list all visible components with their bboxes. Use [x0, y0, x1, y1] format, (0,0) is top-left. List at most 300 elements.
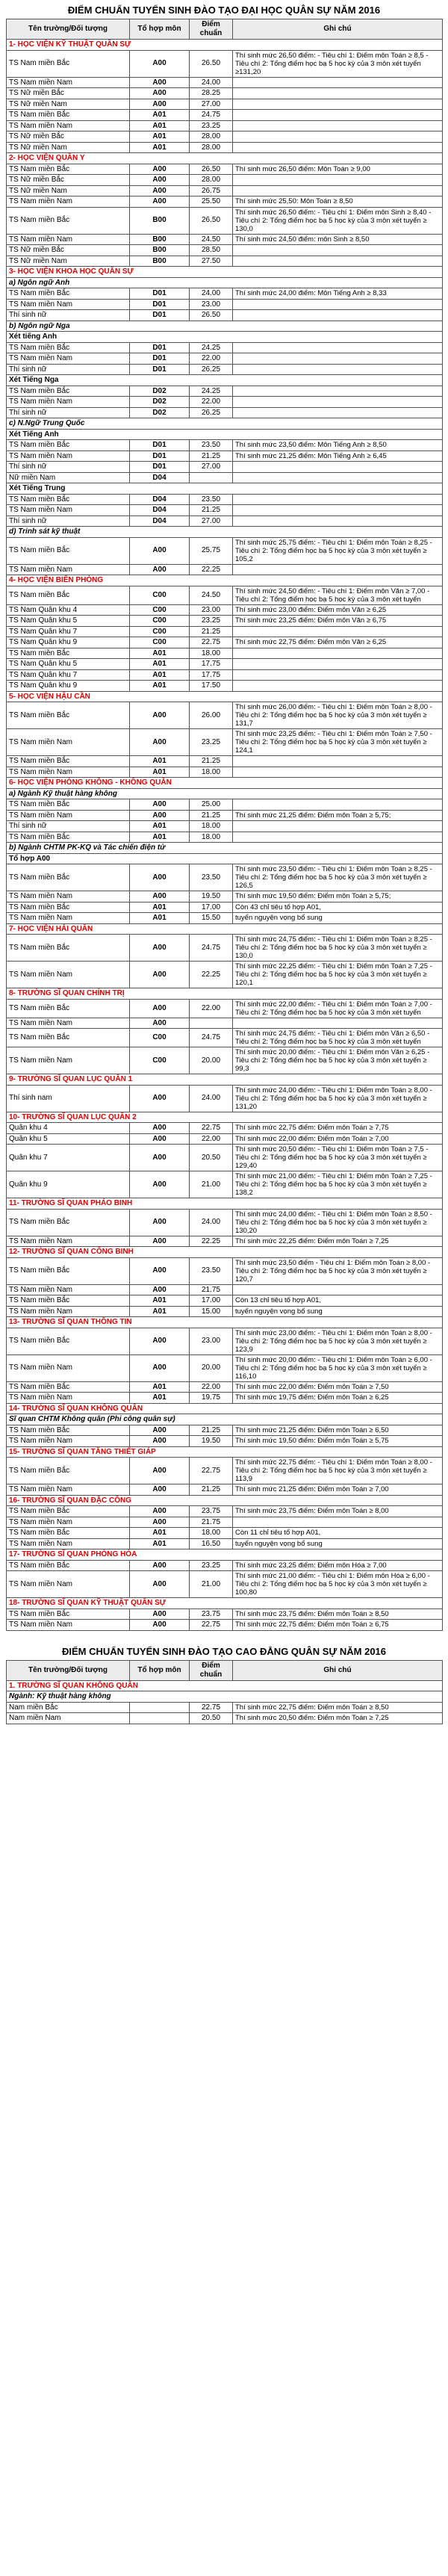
target-cell: TS Nam Quân khu 4	[7, 604, 130, 616]
table-row	[7, 505, 443, 516]
table-row	[7, 120, 443, 131]
table-row	[7, 1257, 443, 1284]
target-cell: TS Nam miền Bắc	[7, 207, 130, 234]
combo-cell: D01	[130, 288, 190, 300]
table-row	[7, 1085, 443, 1112]
target-cell: Thí sinh nữ	[7, 462, 130, 473]
target-cell: TS Nữ miền Nam	[7, 142, 130, 153]
note-cell	[233, 681, 443, 692]
subsection-heading-row	[7, 321, 443, 332]
table-row	[7, 142, 443, 153]
note-cell	[233, 669, 443, 681]
table-row	[7, 637, 443, 648]
combo-cell: A00	[130, 1425, 190, 1436]
combo-cell: A00	[130, 1284, 190, 1295]
note-cell	[233, 88, 443, 99]
target-cell: TS Nam miền Bắc	[7, 1209, 130, 1236]
note-cell: Thí sinh mức 21,00 điểm: - Tiêu chí 1: Điểm môn Toán ≥ 7,25 - Tiêu chí 2: Tổng điểm học bạ 5 học kỳ của 3 môn xét tuyển ≥ 138,2	[233, 1171, 443, 1198]
target-cell: Thí sinh nam	[7, 1085, 130, 1112]
score-cell: 22.75	[190, 1702, 233, 1713]
note-cell: Thí sinh mức 24,75 điểm: - Tiêu chí 1: Điểm môn Toán ≥ 8,25 - Tiêu chí 2: Tổng điểm học bạ 5 học kỳ của 3 môn xét tuyển ≥ 130,0	[233, 935, 443, 962]
score-cell: 23.75	[190, 1506, 233, 1517]
score-cell: 23.00	[190, 299, 233, 310]
combo-cell: D01	[130, 310, 190, 321]
section-heading: 8- TRƯỜNG SĨ QUAN CHÍNH TRỊ	[7, 988, 443, 1000]
score-cell: 26.50	[190, 310, 233, 321]
note-cell: Thí sinh mức 22,75 điểm: - Tiêu chí 1: Điểm môn Toán ≥ 8,00 - Tiêu chí 2: Tổng điểm học bạ 5 học kỳ của 3 môn xét tuyển ≥ 113,9	[233, 1458, 443, 1484]
target-cell: Nam miền Nam	[7, 1713, 130, 1724]
table-row	[7, 175, 443, 186]
section-heading: 1. TRƯỜNG SĨ QUAN KHÔNG QUÂN	[7, 1680, 443, 1691]
note-cell: Thí sinh mức 22,00 điểm: - Tiêu chí 1: Điểm môn Toán ≥ 7,00 - Tiêu chí 2: Tổng điểm học bạ 5 học kỳ của 3 môn xét tuyển	[233, 999, 443, 1018]
table-row	[7, 537, 443, 564]
note-cell	[233, 299, 443, 310]
note-cell	[233, 120, 443, 131]
section-heading: 4- HỌC VIỆN BIÊN PHÒNG	[7, 575, 443, 586]
combo-cell: A00	[130, 1354, 190, 1381]
score-cell: 21.25	[190, 810, 233, 821]
score-cell: 22.25	[190, 1236, 233, 1247]
combo-cell: D04	[130, 515, 190, 527]
target-cell: TS Nữ miền Nam	[7, 256, 130, 267]
target-cell: TS Nữ miền Bắc	[7, 88, 130, 99]
score-cell: 23.25	[190, 120, 233, 131]
score-cell: 25.50	[190, 196, 233, 208]
note-cell	[233, 821, 443, 832]
target-cell: TS Nam miền Bắc	[7, 440, 130, 451]
note-cell: Thí sinh mức 23,25 điểm: Điểm môn Hóa ≥ 7,00	[233, 1560, 443, 1571]
combo-cell: A00	[130, 799, 190, 811]
section-heading-row	[7, 923, 443, 935]
table-row	[7, 913, 443, 924]
target-cell: TS Nam miền Bắc	[7, 494, 130, 505]
target-cell: TS Nam miền Bắc	[7, 1528, 130, 1539]
section-heading-row	[7, 40, 443, 51]
combo-cell: A01	[130, 669, 190, 681]
table-row	[7, 472, 443, 483]
table-row	[7, 1713, 443, 1724]
table-row	[7, 462, 443, 473]
table-row	[7, 832, 443, 843]
table-row	[7, 1209, 443, 1236]
score-cell: 17.00	[190, 1295, 233, 1307]
combo-cell: A01	[130, 756, 190, 767]
section-heading-row	[7, 691, 443, 702]
section-heading-row	[7, 267, 443, 278]
target-cell: TS Nam miền Bắc	[7, 864, 130, 891]
table-row	[7, 364, 443, 375]
combo-cell: A00	[130, 1458, 190, 1484]
target-cell: TS Nam miền Bắc	[7, 386, 130, 397]
target-cell: Quân khu 5	[7, 1133, 130, 1145]
table-row	[7, 681, 443, 692]
combo-cell: A00	[130, 1171, 190, 1198]
header-combo: Tổ hợp môn	[130, 1660, 190, 1680]
table-row	[7, 1458, 443, 1484]
header-combo: Tổ hợp môn	[130, 19, 190, 40]
combo-cell: A01	[130, 1538, 190, 1549]
college-title: ĐIỂM CHUẨN TUYỂN SINH ĐÀO TẠO CAO ĐẲNG QUÂN SỰ NĂM 2016	[61, 1645, 387, 1657]
combo-cell: A00	[130, 1620, 190, 1631]
target-cell: TS Nam miền Nam	[7, 1620, 130, 1631]
score-cell: 22.00	[190, 1381, 233, 1393]
section-heading-row	[7, 1598, 443, 1609]
target-cell: TS Nam miền Nam	[7, 1571, 130, 1598]
combo-cell: A01	[130, 110, 190, 121]
note-cell	[233, 1284, 443, 1295]
subsection-heading: Tổ hợp A00	[7, 853, 443, 864]
target-cell: TS Nữ miền Bắc	[7, 245, 130, 256]
target-cell: TS Nam miền Bắc	[7, 999, 130, 1018]
subsection-heading: Xét Tiếng Anh	[7, 429, 443, 440]
combo-cell: D04	[130, 505, 190, 516]
combo-cell: A00	[130, 1484, 190, 1496]
combo-cell: B00	[130, 234, 190, 245]
score-cell: 24.75	[190, 935, 233, 962]
target-cell: TS Nam miền Nam	[7, 1393, 130, 1404]
subsection-heading: b) Ngôn ngữ Nga	[7, 321, 443, 332]
note-cell: Thí sinh mức 22,75 điểm: Điểm môn Toán ≥ 7,75	[233, 1123, 443, 1134]
subsection-heading-row	[7, 843, 443, 854]
table-row	[7, 1620, 443, 1631]
section-heading: 18- TRƯỜNG SĨ QUAN KỸ THUẬT QUÂN SỰ	[7, 1598, 443, 1609]
score-cell: 17.50	[190, 681, 233, 692]
note-cell: Thí sinh mức 20,50 điểm: - Tiêu chí 1: Điểm môn Toán ≥ 7,5 - Tiêu chí 2: Tổng điểm học bạ 5 học kỳ của 3 môn xét tuyển ≥ 129,40	[233, 1145, 443, 1171]
note-cell: Thí sinh mức 26,50 điểm: - Tiêu chí 1: Điểm môn Sinh ≥ 8,40 - Tiêu chí 2: Tổng điểm học bạ 5 học kỳ của 3 môn xét tuyển ≥ 130,0	[233, 207, 443, 234]
table-row	[7, 131, 443, 143]
combo-cell: A00	[130, 1145, 190, 1171]
target-cell: Nữ miền Nam	[7, 472, 130, 483]
section-heading-row	[7, 988, 443, 1000]
note-cell: Thí sinh mức 20,50 điểm: Điểm môn Toán ≥ 7,25	[233, 1713, 443, 1724]
target-cell: Quân khu 4	[7, 1123, 130, 1134]
score-cell: 21.25	[190, 626, 233, 637]
combo-cell: A01	[130, 131, 190, 143]
table-row	[7, 207, 443, 234]
target-cell: TS Nam miền Nam	[7, 767, 130, 778]
note-cell	[233, 767, 443, 778]
note-cell: Thí sinh mức 19,50 điểm: Điểm môn Toán ≥ 5,75;	[233, 891, 443, 902]
combo-cell: A00	[130, 77, 190, 88]
score-cell: 16.50	[190, 1538, 233, 1549]
score-cell: 23.50	[190, 494, 233, 505]
score-cell: 22.75	[190, 1123, 233, 1134]
combo-cell: D01	[130, 462, 190, 473]
subgroup-heading-row	[7, 429, 443, 440]
table-row	[7, 648, 443, 659]
combo-cell: A00	[130, 196, 190, 208]
combo-cell: A00	[130, 891, 190, 902]
table-row	[7, 669, 443, 681]
target-cell: TS Nam miền Nam	[7, 1236, 130, 1247]
combo-cell: A00	[130, 962, 190, 988]
note-cell: Thí sinh mức 23,50 điểm: - Tiêu chí 1: Điểm môn Toán ≥ 8,25 - Tiêu chí 2: Tổng điểm học bạ 5 học kỳ của 3 môn xét tuyển ≥ 126,5	[233, 864, 443, 891]
note-cell	[233, 659, 443, 670]
note-cell	[233, 648, 443, 659]
combo-cell: A01	[130, 902, 190, 913]
score-cell: 24.00	[190, 288, 233, 300]
target-cell: TS Nam miền Nam	[7, 913, 130, 924]
note-cell: tuyển nguyện vọng bổ sung	[233, 1538, 443, 1549]
score-cell: 18.00	[190, 832, 233, 843]
target-cell: TS Nam miền Nam	[7, 1047, 130, 1074]
combo-cell: C00	[130, 586, 190, 604]
subsection-heading: a) Ngành Kỹ thuật hàng không	[7, 788, 443, 799]
table-row	[7, 1328, 443, 1354]
target-cell: Quân khu 7	[7, 1145, 130, 1171]
note-cell: Thí sinh mức 23,75 điểm: Điểm môn Toán ≥ 8,00	[233, 1506, 443, 1517]
note-cell	[233, 1517, 443, 1528]
table-row	[7, 1284, 443, 1295]
target-cell: TS Nam Quân khu 7	[7, 669, 130, 681]
score-cell: 15.50	[190, 913, 233, 924]
table-row	[7, 1528, 443, 1539]
subsection-heading: Xét Tiếng Trung	[7, 483, 443, 495]
score-cell: 26.50	[190, 164, 233, 175]
combo-cell: D02	[130, 407, 190, 418]
combo-cell: D04	[130, 494, 190, 505]
note-cell: Thí sinh mức 22,00 điểm: Điểm môn Toán ≥ 7,50	[233, 1381, 443, 1393]
target-cell: TS Nam miền Bắc	[7, 935, 130, 962]
target-cell: TS Nam miền Nam	[7, 1484, 130, 1496]
combo-cell: A01	[130, 821, 190, 832]
combo-cell: A00	[130, 999, 190, 1018]
combo-cell: A00	[130, 164, 190, 175]
score-cell: 19.75	[190, 1393, 233, 1404]
subsection-heading-row	[7, 527, 443, 538]
target-cell: TS Nam miền Nam	[7, 77, 130, 88]
note-cell	[233, 245, 443, 256]
score-cell: 17.75	[190, 659, 233, 670]
target-cell: TS Nam Quân khu 5	[7, 616, 130, 627]
score-cell: 19.50	[190, 891, 233, 902]
combo-cell: D01	[130, 451, 190, 462]
section-heading-row	[7, 778, 443, 789]
combo-cell: A00	[130, 702, 190, 729]
score-cell: 22.00	[190, 999, 233, 1018]
subgroup-heading-row	[7, 483, 443, 495]
section-heading: 3- HỌC VIỆN KHOA HỌC QUÂN SỰ	[7, 267, 443, 278]
table-row	[7, 88, 443, 99]
note-cell	[233, 364, 443, 375]
section-heading: 17- TRƯỜNG SĨ QUAN PHÒNG HÓA	[7, 1549, 443, 1561]
score-cell: 27.00	[190, 462, 233, 473]
score-cell: 23.00	[190, 1328, 233, 1354]
note-cell	[233, 310, 443, 321]
combo-cell: A00	[130, 810, 190, 821]
note-cell	[233, 564, 443, 575]
score-cell: 21.00	[190, 1171, 233, 1198]
target-cell: TS Nam Quân khu 5	[7, 659, 130, 670]
note-cell: Thí sinh mức 21,25 điểm: Điểm môn Toán ≥ 5,75;	[233, 810, 443, 821]
score-cell: 20.50	[190, 1713, 233, 1724]
combo-cell: D01	[130, 364, 190, 375]
section-heading: 1- HỌC VIỆN KỸ THUẬT QUÂN SỰ	[7, 40, 443, 51]
score-cell: 28.00	[190, 142, 233, 153]
score-cell: 27.00	[190, 515, 233, 527]
section-heading: 13- TRƯỜNG SĨ QUAN THÔNG TIN	[7, 1317, 443, 1328]
score-cell: 28.00	[190, 175, 233, 186]
score-cell: 18.00	[190, 1528, 233, 1539]
combo-cell: A00	[130, 1236, 190, 1247]
target-cell: TS Nam miền Nam	[7, 1538, 130, 1549]
score-cell: 21.25	[190, 756, 233, 767]
header-note: Ghi chú	[233, 1660, 443, 1680]
note-cell: Thí sinh mức 26,50 điểm: Môn Toán ≥ 9,00	[233, 164, 443, 175]
table-row	[7, 962, 443, 988]
target-cell: TS Nam miền Nam	[7, 810, 130, 821]
target-cell: TS Nam miền Bắc	[7, 1506, 130, 1517]
note-cell: Thí sinh mức 21,25 điểm: Điểm môn Toán ≥ 6,50	[233, 1425, 443, 1436]
score-cell	[190, 472, 233, 483]
score-cell: 21.25	[190, 451, 233, 462]
score-cell: 17.00	[190, 902, 233, 913]
header-score: Điểm chuẩn	[190, 19, 233, 40]
target-cell: TS Nam miền Bắc	[7, 702, 130, 729]
note-cell: Thí sinh mức 21,25 điểm: Điểm môn Toán ≥ 7,00	[233, 1484, 443, 1496]
note-cell: Thí sinh mức 26,00 điểm: - Tiêu chí 1: Điểm môn Toán ≥ 8,00 - Tiêu chí 2: Tổng điểm học bạ 5 học kỳ của 3 môn xét tuyển ≥ 131,7	[233, 702, 443, 729]
section-heading: 14- TRƯỜNG SĨ QUAN KHÔNG QUÂN	[7, 1403, 443, 1414]
table-row	[7, 821, 443, 832]
table-row	[7, 77, 443, 88]
table-header-row	[7, 19, 443, 40]
score-cell: 23.50	[190, 440, 233, 451]
note-cell	[233, 256, 443, 267]
score-cell: 22.00	[190, 1133, 233, 1145]
target-cell: TS Nam miền Bắc	[7, 902, 130, 913]
target-cell: TS Nam miền Bắc	[7, 1458, 130, 1484]
note-cell: Thí sinh mức 22,75 điểm: Điểm môn Toán ≥ 8,50	[233, 1702, 443, 1713]
target-cell: TS Nam miền Nam	[7, 1306, 130, 1317]
score-cell: 23.50	[190, 864, 233, 891]
combo-cell: A00	[130, 1018, 190, 1029]
combo-cell: A01	[130, 120, 190, 131]
combo-cell: D04	[130, 472, 190, 483]
combo-cell: A00	[130, 1209, 190, 1236]
target-cell: TS Nữ miền Bắc	[7, 131, 130, 143]
score-cell: 26.75	[190, 185, 233, 196]
table-row	[7, 891, 443, 902]
table-row	[7, 342, 443, 353]
subsection-heading: d) Trinh sát kỹ thuật	[7, 527, 443, 538]
note-cell: Thí sinh mức 22,75 điểm: Điểm môn Toán ≥ 6,75	[233, 1620, 443, 1631]
table-row	[7, 1538, 443, 1549]
combo-cell: D01	[130, 353, 190, 365]
subsection-heading: Xét tiếng Anh	[7, 332, 443, 343]
table-row	[7, 767, 443, 778]
note-cell: Thí sinh mức 20,00 điểm: - Tiêu chí 1: Điểm môn Văn ≥ 6,25 - Tiêu chí 2: Tổng điểm học bạ 5 học kỳ của 3 môn xét tuyển ≥ 99,3	[233, 1047, 443, 1074]
table-row	[7, 196, 443, 208]
score-cell: 28.25	[190, 88, 233, 99]
combo-cell: A00	[130, 729, 190, 756]
combo-cell: A00	[130, 1571, 190, 1598]
combo-cell: A00	[130, 1436, 190, 1447]
note-cell: Thí sinh mức 21,25 điểm: Môn Tiếng Anh ≥ 6,45	[233, 451, 443, 462]
target-cell: TS Nữ miền Nam	[7, 185, 130, 196]
table-row	[7, 1171, 443, 1198]
section-heading-row	[7, 1680, 443, 1691]
note-cell	[233, 756, 443, 767]
subsection-heading: a) Ngôn ngữ Anh	[7, 277, 443, 288]
section-heading-row	[7, 1247, 443, 1258]
target-cell: TS Nam miền Bắc	[7, 1425, 130, 1436]
table-row	[7, 1133, 443, 1145]
note-cell: Thí sinh mức 26,50 điểm: - Tiêu chí 1: Điểm môn Toán ≥ 8,5 - Tiêu chí 2: Tổng điểm học bạ 5 học kỳ của 3 môn xét tuyển ≥131,20	[233, 50, 443, 77]
combo-cell: A01	[130, 1381, 190, 1393]
score-cell: 23.00	[190, 604, 233, 616]
note-cell: Thí sinh mức 24,00 điểm: - Tiêu chí 1: Điểm môn Toán ≥ 8,00 - Tiêu chí 2: Tổng điểm học bạ 5 học kỳ của 3 môn xét tuyển ≥ 131,20	[233, 1085, 443, 1112]
section-heading: 2- HỌC VIỆN QUÂN Y	[7, 153, 443, 164]
target-cell: TS Nữ miền Bắc	[7, 175, 130, 186]
note-cell: Thí sinh mức 24,75 điểm: - Tiêu chí 1: Điểm môn Văn ≥ 6,50 - Tiêu chí 2: Tổng điểm học bạ 5 học kỳ của 3 môn xét tuyển	[233, 1029, 443, 1047]
note-cell: Thí sinh mức 22,25 điểm: - Tiêu chí 1: Điểm môn Toán ≥ 7,25 - Tiêu chí 2: Tổng điểm học bạ 5 học kỳ của 3 môn xét tuyển ≥ 120,1	[233, 962, 443, 988]
note-cell	[233, 515, 443, 527]
table-row	[7, 494, 443, 505]
score-cell: 18.00	[190, 767, 233, 778]
score-cell: 22.25	[190, 962, 233, 988]
section-heading-row	[7, 1074, 443, 1086]
table-row	[7, 407, 443, 418]
note-cell	[233, 494, 443, 505]
combo-cell: A00	[130, 99, 190, 110]
score-cell: 24.75	[190, 1029, 233, 1047]
target-cell: TS Nam miền Nam	[7, 1284, 130, 1295]
score-cell: 22.00	[190, 397, 233, 408]
score-cell: 24.00	[190, 77, 233, 88]
note-cell: Thí sinh mức 22,75 điểm: Điểm môn Văn ≥ 6,25	[233, 637, 443, 648]
combo-cell: A00	[130, 1085, 190, 1112]
table-row	[7, 799, 443, 811]
note-cell: Thí sinh mức 23,75 điểm: Điểm môn Toán ≥ 8,50	[233, 1609, 443, 1620]
table-row	[7, 1560, 443, 1571]
table-row	[7, 310, 443, 321]
target-cell: TS Nam miền Nam	[7, 1354, 130, 1381]
note-cell: Thí sinh mức 23,25 điểm: Điểm môn Văn ≥ 6,75	[233, 616, 443, 627]
target-cell: TS Nam Quân khu 7	[7, 626, 130, 637]
score-cell: 24.50	[190, 586, 233, 604]
table-row	[7, 935, 443, 962]
score-cell: 19.50	[190, 1436, 233, 1447]
target-cell: TS Nữ miền Nam	[7, 99, 130, 110]
college-score-table	[6, 1660, 443, 1724]
score-cell: 24.75	[190, 110, 233, 121]
table-row	[7, 1517, 443, 1528]
table-row	[7, 99, 443, 110]
target-cell: TS Nam miền Bắc	[7, 1609, 130, 1620]
target-cell: Thí sinh nữ	[7, 821, 130, 832]
score-cell: 24.25	[190, 386, 233, 397]
subsection-heading-row	[7, 1691, 443, 1703]
note-cell: Thí sinh mức 23,50 điểm: Môn Tiếng Anh ≥ 8,50	[233, 440, 443, 451]
university-score-table	[6, 19, 443, 1631]
note-cell	[233, 799, 443, 811]
score-cell: 23.25	[190, 616, 233, 627]
table-row	[7, 626, 443, 637]
table-row	[7, 1506, 443, 1517]
note-cell: Còn 11 chỉ tiêu tổ hợp A01,	[233, 1528, 443, 1539]
subsection-heading: Ngành: Kỹ thuật hàng không	[7, 1691, 443, 1703]
note-cell	[233, 386, 443, 397]
note-cell	[233, 397, 443, 408]
score-cell: 21.75	[190, 1284, 233, 1295]
note-cell: Thí sinh mức 24,00 điểm: Môn Tiếng Anh ≥ 8,33	[233, 288, 443, 300]
combo-cell: A01	[130, 1295, 190, 1307]
section-heading-row	[7, 1317, 443, 1328]
university-table-body	[7, 40, 443, 1631]
table-row	[7, 616, 443, 627]
target-cell: TS Nam miền Bắc	[7, 799, 130, 811]
note-cell	[233, 77, 443, 88]
